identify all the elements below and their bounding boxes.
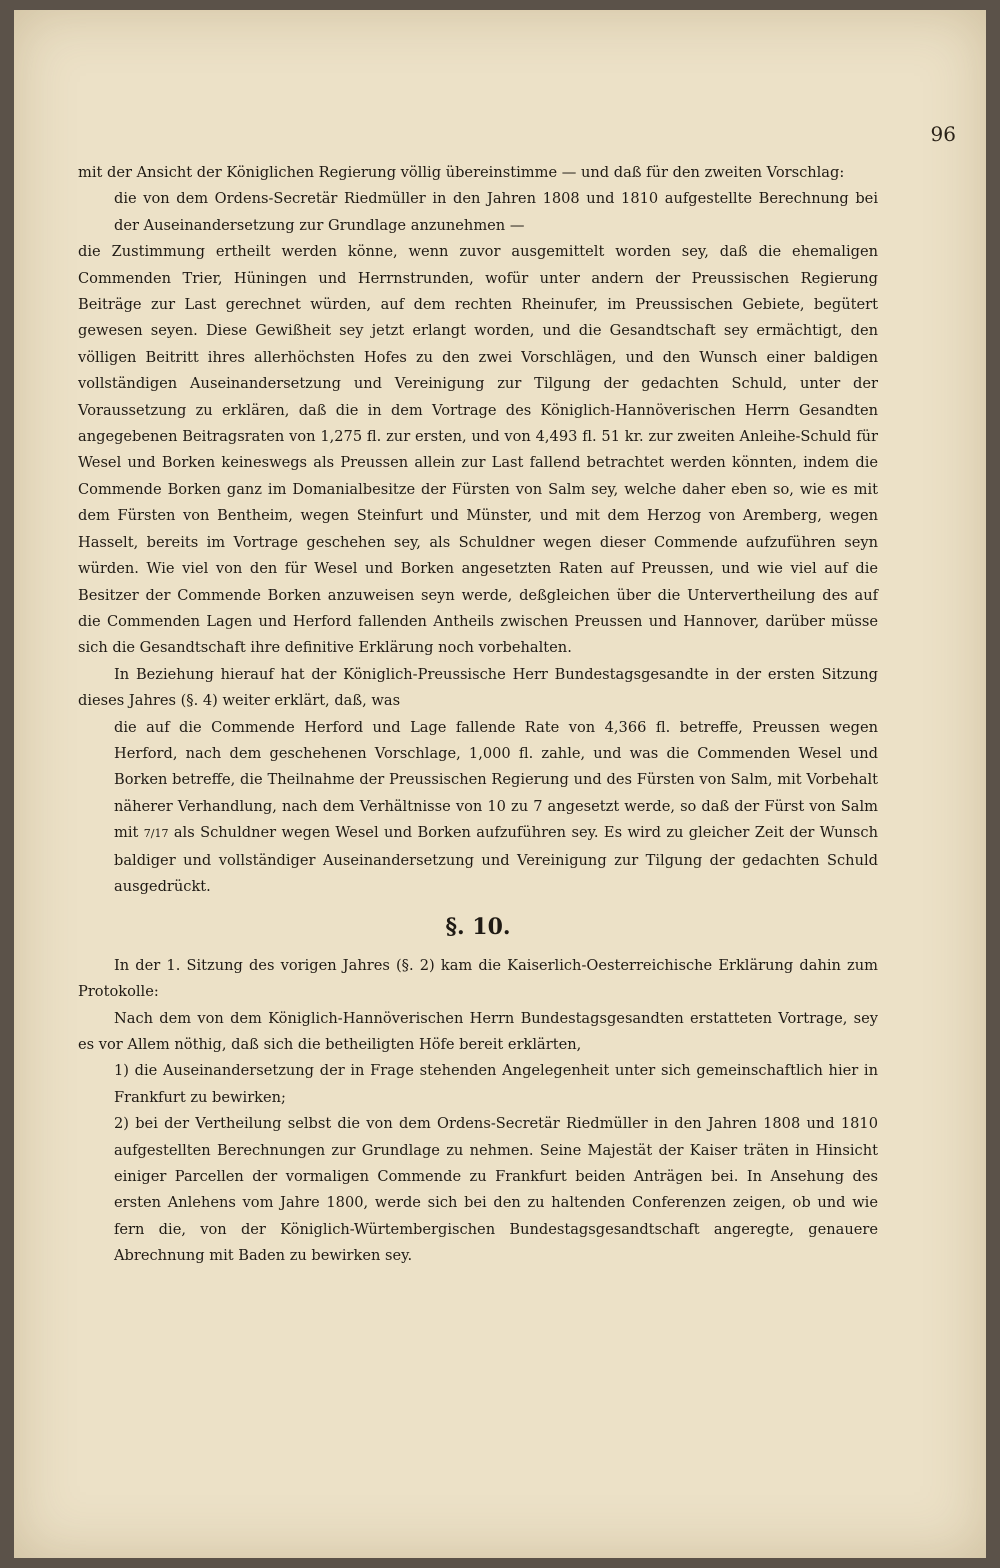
document-page — [14, 10, 986, 1558]
section-heading: §. 10. — [445, 914, 511, 941]
paragraph-2-quote: die von dem Ordens-Secretär Riedmüller in den Jahren 1808 und 1810 aufgestellte Berechnung bei der Auseinandersetzung zur Grundlage anzunehmen — — [114, 190, 878, 234]
fraction: 7/17 — [143, 827, 169, 841]
paragraph-7: Nach dem von dem Königlich-Hannöverischen Herrn Bundestagsgesandten erstatteten Vortrage, sey es vor Allem nöthig, daß sich die betheiligten Höfe bereit erklärten, — [78, 1009, 878, 1053]
paragraph-8-item-1: 1) die Auseinandersetzung der in Frage stehenden Angelegenheit unter sich gemeinschaftlich hier in Frankfurt zu bewirken; — [114, 1062, 878, 1106]
page-number: 96 — [930, 122, 956, 146]
paragraph-4: In Beziehung hierauf hat der Königlich-Preussische Herr Bundestagsgesandte in der ersten Sitzung dieses Jahres (§. 4) weiter erklärt, daß, was — [78, 665, 878, 710]
paragraph-3: die Zustimmung ertheilt werden könne, wenn zuvor ausgemittelt worden sey, daß die ehemaligen Commenden Trier, Hüningen und Herrnstrunden, wofür unter andern der Preussischen Regierung Beiträge zur Last gerechnet würden, auf dem rechten Rheinufer, im Preussischen Gebiete, begütert gewesen seyen. Diese Gewißheit sey jetzt erlangt worden, und die Gesandtschaft sey ermächtigt, den völligen Beitritt ihres allerhöchsten Hofes zu den zwei Vorschlägen, und den Wunsch einer baldigen vollständigen Auseinandersetzung und Vereinigung zur Tilgung der gedachten Schuld, unter der Voraussetzung zu erklären, daß die in dem Vortrage des Königlich-Hannöverischen Herrn Gesandten angegebenen Beitragsraten von 1,275 fl. zur ersten, und von 4,493 fl. 51 kr. zur zweiten Anleihe-Schuld für Wesel und Borken keineswegs als Preussen allein zur Last fallend betrachtet werden könnten, indem die Commende Borken ganz im Domanialbesitze der Fürsten von Salm sey, welche daher eben so, wie es mit dem Fürsten von Bentheim, wegen Steinfurt und Münster, und mit dem Herzog von Aremberg, wegen Hasselt, bereits im Vortrage geschehen sey, als Schuldner wegen dieser Commende aufzuführen seyn würden. Wie viel von den für Wesel und Borken angesetzten Raten auf Preussen, und wie viel auf die Besitzer der Commende Borken anzuweisen seyn werde, deßgleichen über die Untervertheilung des auf die Commenden Lagen und Herford fallenden Antheils zwischen Preussen und Hannover, darüber müsse sich die Gesandtschaft ihre definitive Erklärung noch vorbehalten. — [78, 243, 878, 657]
paragraph-5-part-2: als Schuldner wegen Wesel und Borken aufzuführen sey. Es wird zu gleicher Zeit der Wunsch baldiger und vollständiger Auseinandersetzung und Vereinigung zur Tilgung der gedachten Schuld ausgedrückt. — [114, 824, 878, 895]
paragraph-5-part-1: die auf die Commende Herford und Lage fallende Rate von 4,366 fl. betreffe, Preussen wegen Herford, nach dem geschehenen Vorschlage, 1,000 fl. zahle, und was die Commenden Wesel und Borken betreffe, die Theilnahme der Preussischen Regierung und des Fürsten von Salm, mit Vorbehalt näherer Verhandlung, nach dem Verhältnisse von 10 zu 7 angesetzt werde, so daß der Fürst von Salm mit — [114, 718, 878, 842]
paragraph-1: mit der Ansicht der Königlichen Regierung völlig übereinstimme — und daß für den zweiten Vorschlag: — [78, 164, 845, 181]
paragraph-5-quote — [78, 715, 878, 901]
paragraph-9-item-2: 2) bei der Vertheilung selbst die von dem Ordens-Secretär Riedmüller in den Jahren 1808 und 1810 aufgestellten Berechnungen zur Grundlage zu nehmen. Seine Majestät der Kaiser träten in Hinsicht einiger Parcellen der vormaligen Commende zu Frankfurt beiden Anträgen bei. In Ansehung des ersten Anlehens vom Jahre 1800, werde sich bei den zu haltenden Conferenzen zeigen, ob und wie fern die, von der Königlich-Würtembergischen Bundestagsgesandtschaft angeregte, genauere Abrechnung mit Baden zu bewirken sey. — [114, 1115, 878, 1265]
paragraph-6: In der 1. Sitzung des vorigen Jahres (§. 2) kam die Kaiserlich-Oesterreichische Erklärung dahin zum Protokolle: — [78, 956, 878, 1001]
body-text — [78, 160, 878, 1270]
